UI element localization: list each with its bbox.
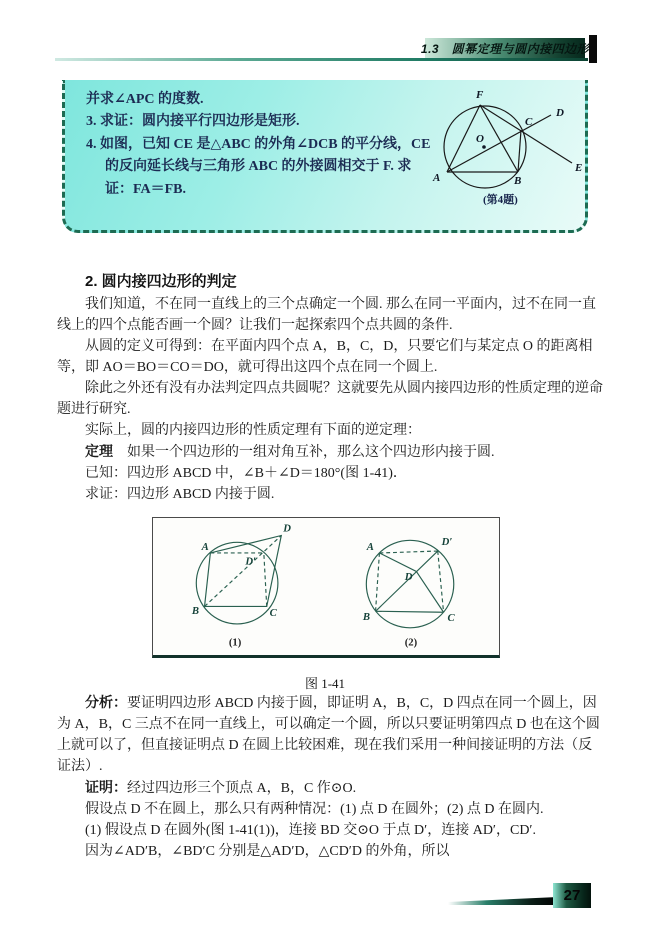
header-corner-bar [589, 35, 597, 63]
section-header-label: 1.3 圆幂定理与圆内接四边形 [420, 41, 590, 56]
point-label-B: B [191, 605, 200, 618]
segment-BC [518, 130, 521, 172]
segment-BC-2 [376, 611, 444, 612]
exercise-figure-circle-diagram [428, 85, 588, 197]
paragraph-block [57, 294, 603, 505]
text-line: 除此之外还有没有办法判定四点共圆呢？这就要先从圆内接四边形的性质定理的逆命 [85, 381, 603, 396]
point-label-B: B [362, 611, 371, 624]
theorem-label: 定理 [85, 443, 113, 459]
text-line: 线上的四个点能否画一个圆？让我们一起探索四个点共圆的条件. [57, 318, 453, 333]
section-heading: 2. 圆内接四边形的判定 [85, 273, 237, 290]
segment-AB-2 [376, 553, 380, 611]
text-line: 要证明四边形 ABCD 内接于圆，即证明 A，B，C，D 四点在同一个圆上，因 [127, 696, 597, 711]
text-line: 证法）. [57, 759, 103, 774]
text-line: 实际上，圆的内接四边形的性质定理有下面的逆定理： [85, 423, 421, 438]
text-line [57, 692, 597, 714]
text-line: 经过四边形三个顶点 A，B，C 作⊙O. [127, 781, 357, 796]
text-line: 假设点 D 不在圆上，那么只有两种情况：(1) 点 D 在圆外；(2) 点 D 在圆内. [85, 802, 544, 817]
text-line: (1) 假设点 D 在圆外(图 1-41(1))，连接 BD 交⊙O 于点 D′，连接 AD′，CD′. [85, 823, 536, 838]
text-line: 并求∠APC 的度数. [86, 92, 204, 107]
subfigure-label-2: (2) [404, 636, 418, 649]
point-label-C: C [525, 116, 533, 128]
center-point-O [482, 145, 486, 149]
point-label-E: E [575, 162, 583, 174]
text-line: 3. 求证：圆内接平行四边形是矩形. [86, 114, 300, 130]
text-line: 已知：四边形 ABCD 中，∠B＋∠D＝180°(图 1-41)． [85, 466, 407, 481]
footer-decoration-bar [448, 897, 558, 905]
segment-ADprime-2 [379, 551, 437, 553]
point-label-D: D [283, 522, 291, 535]
figure-1-41-diagrams [153, 518, 499, 655]
text-line: 题进行研究. [57, 402, 131, 417]
point-label-A: A [366, 541, 374, 554]
line-ACD [447, 115, 551, 172]
section-header-badge [420, 38, 590, 58]
page-number: 27 [563, 887, 581, 904]
point-label-A: A [201, 541, 209, 554]
text-line: 的反向延长线与三角形 ABC 的外接圆相交于 F. 求 [105, 159, 412, 175]
text-line: 因为∠AD′B，∠BD′C 分别是△AD′D，△CD′D 的外角，所以 [85, 844, 450, 859]
text-line: 上就可以了，但直接证明点 D 在圆上比较困难，现在我们采用一种间接证明的方法（反 [57, 738, 593, 753]
page-number-badge [553, 883, 591, 908]
point-label-B: B [514, 175, 522, 187]
subfigure-label-1: (1) [228, 636, 242, 649]
point-label-D: D [404, 571, 413, 584]
point-label-D: D [556, 107, 564, 119]
exercise-text [86, 89, 446, 201]
proof-label: 证明： [85, 779, 127, 795]
text-line: 我们知道，不在同一直线上的三个点确定一个圆. 那么在同一平面内，过不在同一直 [85, 297, 596, 312]
text-line: 证：FA＝FB. [105, 181, 187, 197]
text-line: 从圆的定义可得到：在平面内四个点 A，B，C，D，只要它们与某定点 O 的距离相 [85, 339, 593, 354]
point-label-D-prime: D′ [441, 536, 453, 549]
point-label-A: A [433, 172, 441, 184]
segment-DprimeC-2 [438, 551, 444, 612]
analysis-label: 分析： [85, 694, 127, 710]
text-line: 等，即 AO＝BO＝CO＝DO，就可得出这四个点在同一个圆上. [57, 360, 438, 375]
point-label-D-prime: D′ [245, 555, 257, 568]
figure-caption: 图 1-41 [304, 676, 346, 691]
point-label-O: O [476, 133, 484, 145]
point-label-C: C [269, 607, 277, 620]
exercise-figure-caption: (第4题) [483, 194, 518, 206]
exercise-box [62, 80, 588, 233]
header-rule [55, 58, 588, 61]
point-label-C: C [447, 611, 455, 624]
text-line [57, 441, 594, 463]
text-line: 求证：四边形 ABCD 内接于圆. [85, 487, 275, 502]
text-line: 4. 如图，已知 CE 是△ABC 的外角∠DCB 的平分线，CE [86, 136, 431, 152]
diagonal-BD-1 [205, 535, 282, 606]
text-line: 如果一个四边形的一组对角互补，那么这个四边形内接于圆. [113, 445, 495, 460]
segment-FB [480, 105, 518, 172]
figure-1-41-box [152, 517, 500, 658]
text-line: 为 A，B，C 三点不在同一直线上，可以确定一个圆，所以只要证明第四点 D 也在这个圆 [57, 717, 600, 732]
segment-CDprime-1 [264, 553, 267, 606]
text-line [57, 777, 594, 799]
point-label-F: F [476, 89, 484, 101]
paragraph-block [57, 692, 600, 862]
